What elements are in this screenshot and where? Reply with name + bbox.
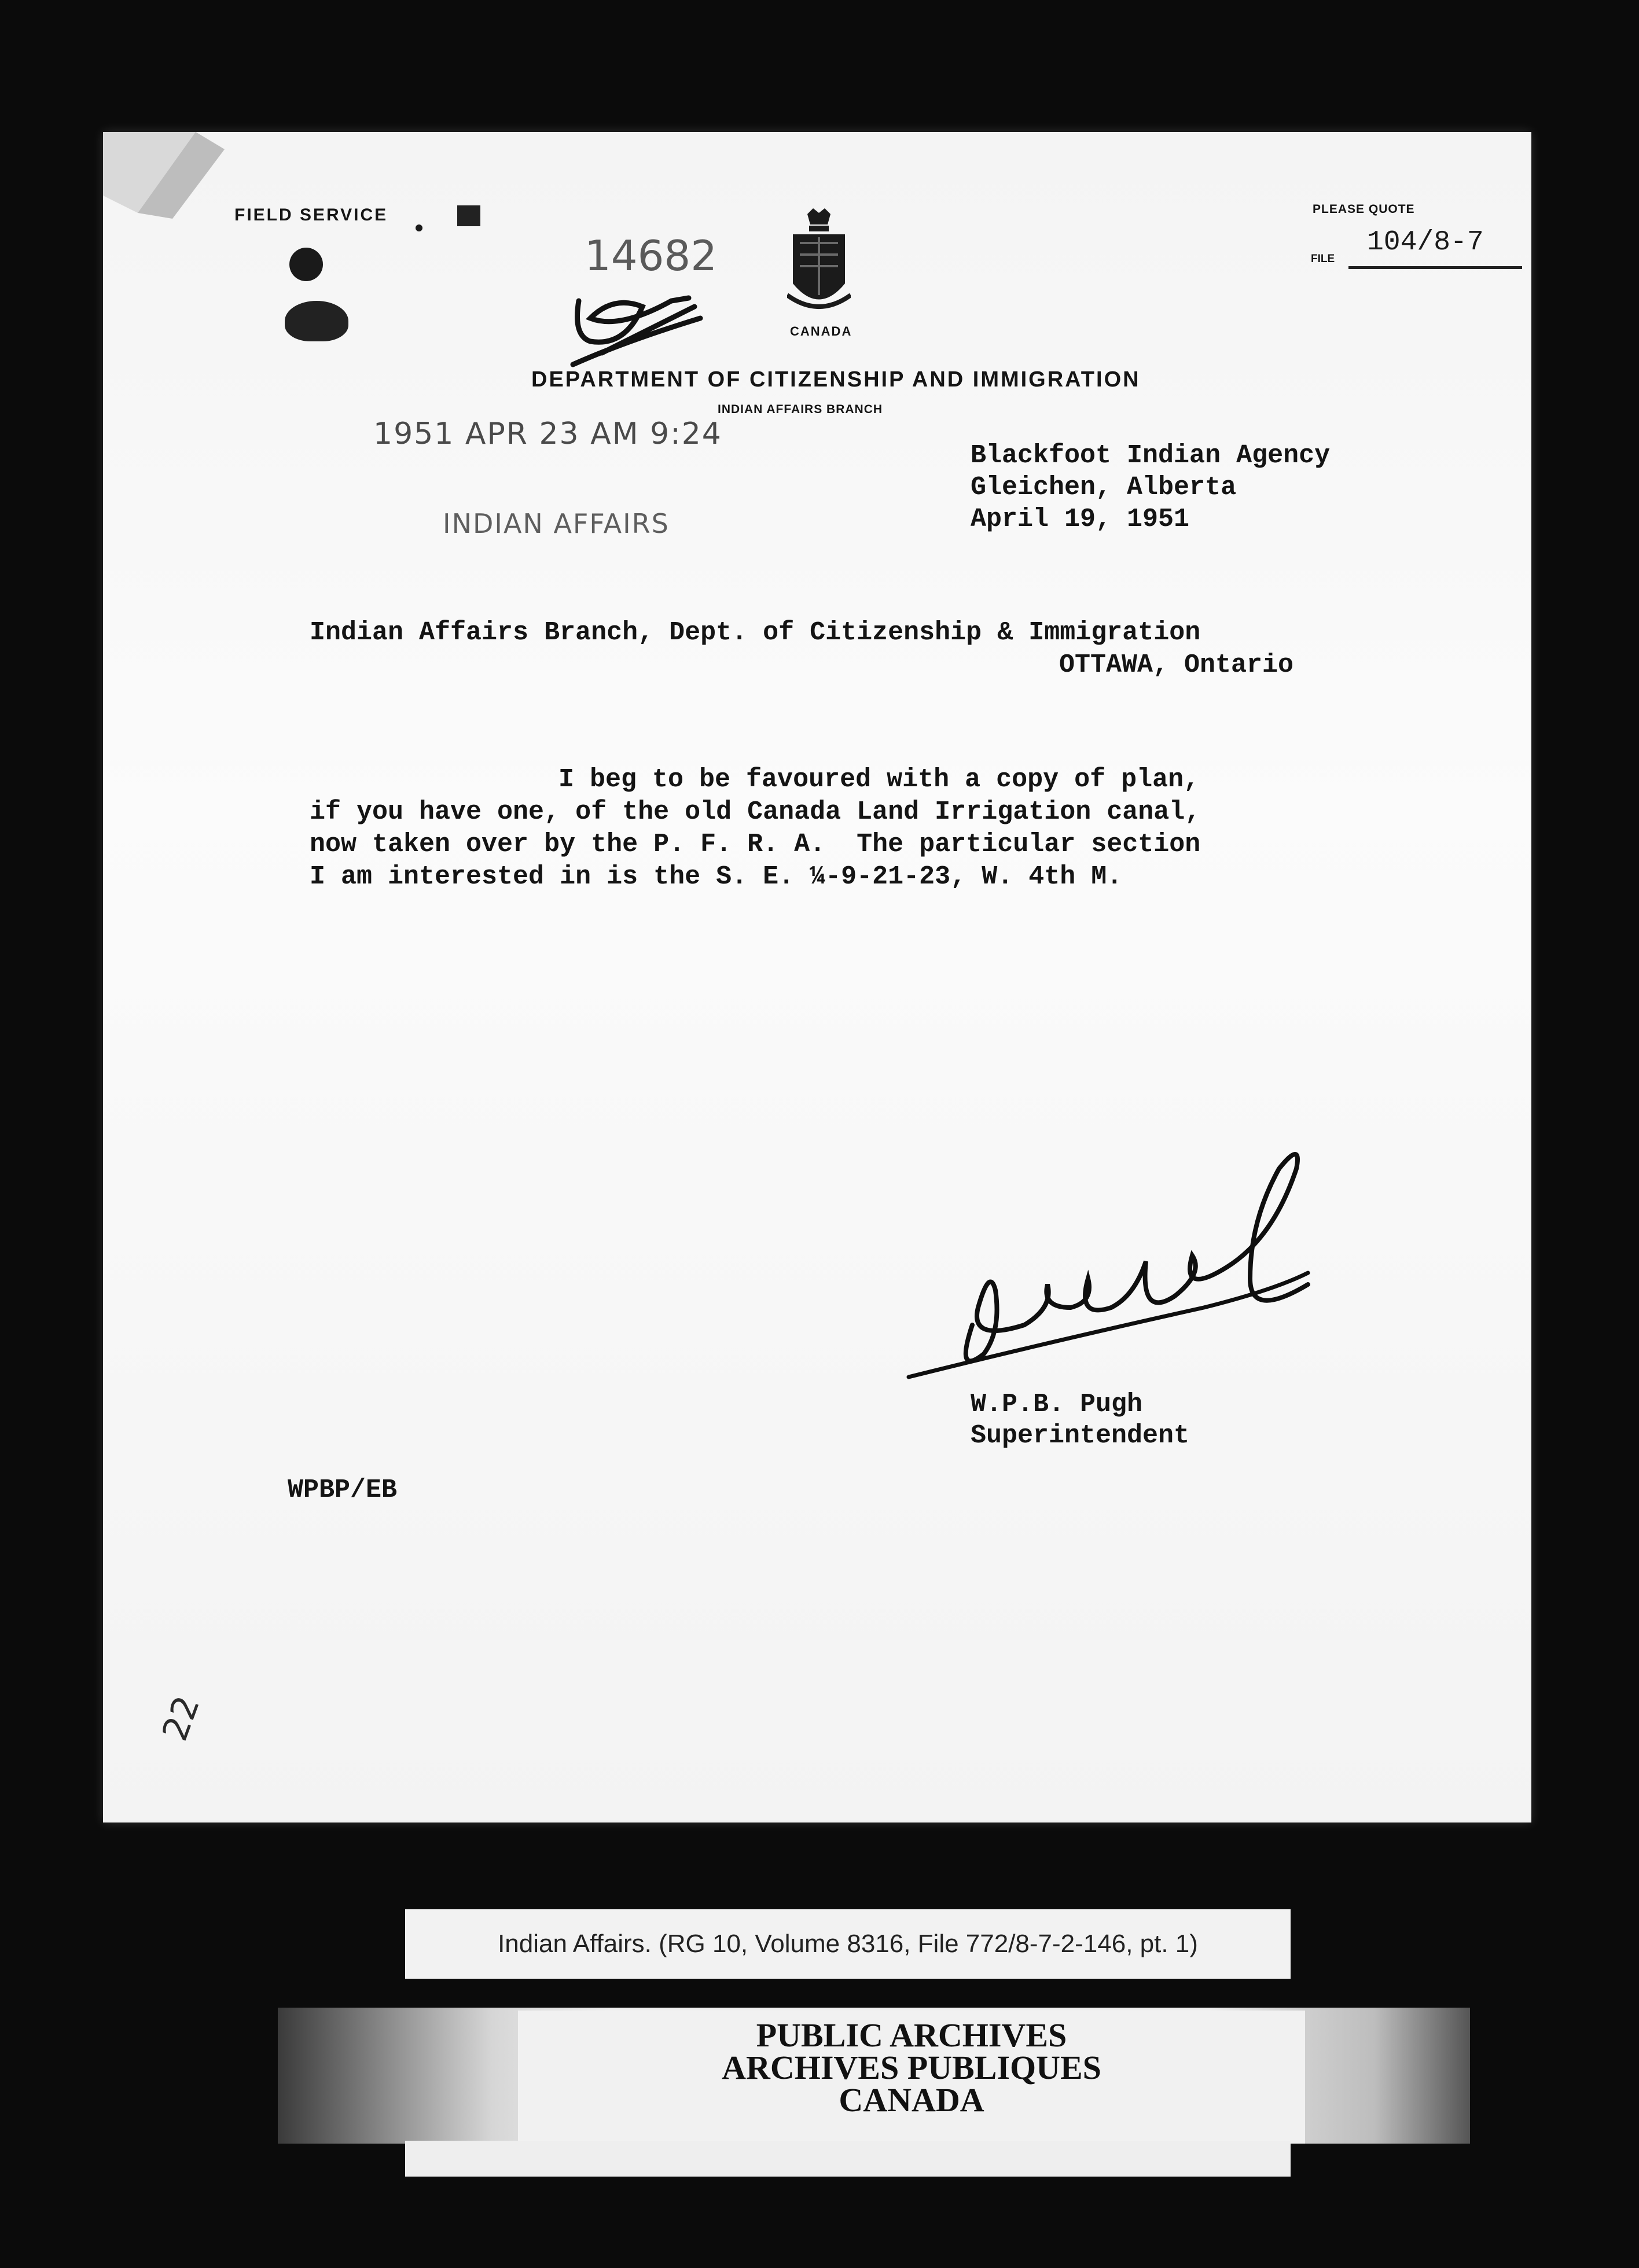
archive-line: PUBLIC ARCHIVES [756, 2016, 1067, 2054]
archive-line: ARCHIVES PUBLIQUES [722, 2049, 1101, 2086]
handwritten-initials [556, 284, 706, 370]
signer-name: W.P.B. Pugh [971, 1390, 1143, 1419]
field-service-label: FIELD SERVICE [234, 205, 388, 224]
department-title: DEPARTMENT OF CITIZENSHIP AND IMMIGRATION [531, 367, 1141, 392]
file-underline [1348, 266, 1522, 269]
letter-date: April 19, 1951 [971, 505, 1190, 534]
body-line: I beg to be favoured with a copy of plan, [558, 765, 1200, 794]
handwritten-signature [903, 1134, 1320, 1400]
citation-label [405, 1909, 1291, 1979]
recipient-line: Indian Affairs Branch, Dept. of Citizenship & Immigration [310, 618, 1201, 647]
received-number-stamp: 14682 [585, 231, 718, 280]
ink-mark [416, 224, 422, 231]
ink-mark [457, 205, 480, 226]
typist-initials: WPBP/EB [288, 1475, 398, 1505]
file-label: FILE [1311, 253, 1335, 265]
citation-text: Indian Affairs. (RG 10, Volume 8316, File 772/8-7-2-146, pt. 1) [498, 1930, 1198, 1958]
date-received-stamp: 1951 APR 23 AM 9:24 [373, 417, 722, 451]
signer-title: Superintendent [971, 1421, 1190, 1450]
body-line: now taken over by the P. F. R. A. The particular section [310, 830, 1201, 859]
ink-blot [289, 248, 323, 281]
sender-place: Gleichen, Alberta [971, 473, 1237, 502]
recipient-city: OTTAWA, Ontario [1059, 650, 1294, 680]
body-line: I am interested in is the S. E. ¼-9-21-23, W. 4th M. [310, 862, 1123, 892]
branch-subtitle: INDIAN AFFAIRS BRANCH [718, 403, 883, 416]
sender-agency: Blackfoot Indian Agency [971, 441, 1331, 470]
office-stamp: INDIAN AFFAIRS [443, 508, 670, 539]
file-number: 104/8-7 [1367, 227, 1484, 258]
please-quote-label: PLEASE QUOTE [1313, 203, 1415, 216]
canada-label: CANADA [790, 324, 852, 338]
archive-line: CANADA [839, 2081, 984, 2119]
coat-of-arms-icon [787, 208, 851, 318]
ink-blot [285, 301, 348, 341]
archive-strip [405, 2141, 1291, 2177]
body-line: if you have one, of the old Canada Land Irrigation canal, [310, 797, 1201, 827]
archive-stamp [518, 2016, 1305, 2119]
margin-note: 22 [155, 1691, 208, 1746]
folded-corner [103, 132, 230, 224]
